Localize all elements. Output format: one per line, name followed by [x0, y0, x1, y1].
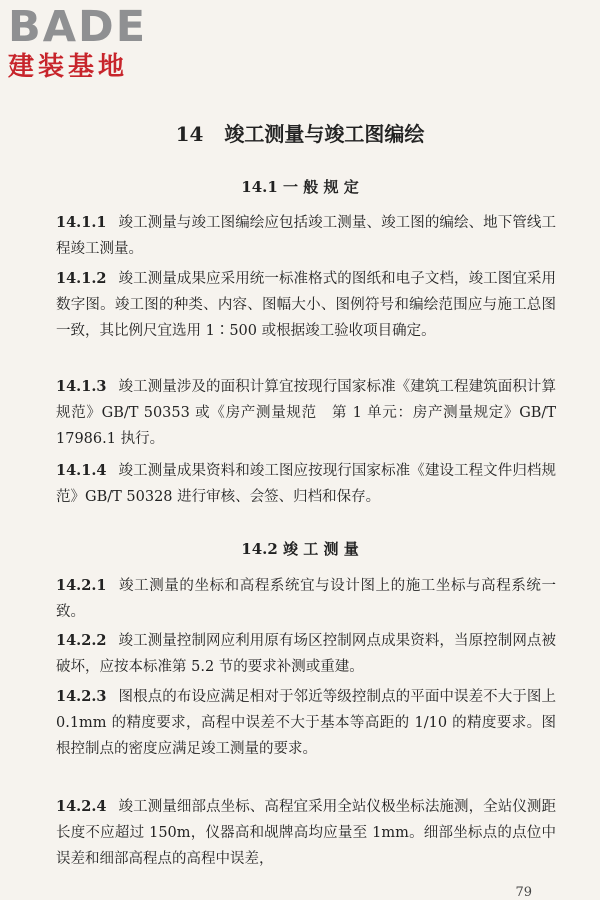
- logo-chinese-text: 建装基地: [8, 52, 129, 82]
- logo-latin-text: BADE: [8, 2, 148, 52]
- clause: [56, 266, 556, 344]
- clause: [56, 628, 556, 680]
- clause-text: 竣工测量与竣工图编绘应包括竣工测量、竣工图的编绘、地下管线工程竣工测量。: [56, 215, 556, 257]
- clause-number: 14.1.2: [56, 270, 107, 287]
- clause: [56, 794, 556, 872]
- section-title: 14.1 一 般 规 定: [241, 178, 359, 196]
- chapter-title-text: 竣工测量与竣工图编绘: [224, 122, 425, 146]
- clause-number: 14.2.4: [56, 798, 107, 815]
- clause-text: 竣工测量的坐标和高程系统宜与设计图上的施工坐标与高程系统一致。: [56, 578, 556, 620]
- publisher-logo: [8, 4, 178, 82]
- clause: [56, 374, 556, 452]
- clause-text: 图根点的布设应满足相对于邻近等级控制点的平面中误差不大于图上 0.1mm 的精度要求，高程中误差不大于基本等高距的 1/10 的精度要求。图根控制点的密度应满足竣工测量的要求。: [56, 689, 556, 757]
- clause-text: 竣工测量成果资料和竣工图应按现行国家标准《建设工程文件归档规范》GB/T 50328 进行审核、会签、归档和保存。: [56, 463, 556, 505]
- clause-text: 竣工测量控制网应利用原有场区控制网点成果资料，当原控制网点被破坏，应按本标准第 5.2 节的要求补测或重建。: [56, 633, 556, 675]
- section-title: 14.2 竣 工 测 量: [241, 540, 359, 558]
- clause-text: 竣工测量涉及的面积计算宜按现行国家标准《建筑工程建筑面积计算规范》GB/T 50353 或《房产测量规范 第 1 单元：房产测量规定》GB/T 17986.1 执行。: [56, 379, 556, 447]
- clause: [56, 684, 556, 762]
- chapter-title: [0, 118, 600, 147]
- clause-text: 竣工测量细部点坐标、高程宜采用全站仪极坐标法施测，全站仪测距长度不应超过 150m，仪器高和觇牌高均应量至 1mm。细部坐标点的点位中误差和细部高程点的高程中误差，: [56, 799, 556, 867]
- clause-number: 14.1.3: [56, 378, 107, 395]
- clause-number: 14.2.2: [56, 632, 107, 649]
- clause: [56, 458, 556, 510]
- chapter-number: 14: [175, 122, 204, 146]
- clause-text: 竣工测量成果应采用统一标准格式的图纸和电子文档，竣工图宜采用数字图。竣工图的种类、内容、图幅大小、图例符号和编绘范围应与施工总图一致，其比例尺宜选用 1∶500 或根据竣工验收项目确定。: [56, 271, 556, 339]
- clause-number: 14.1.1: [56, 214, 107, 231]
- clause: [56, 210, 556, 262]
- clause: [56, 573, 556, 625]
- clause-number: 14.2.1: [56, 577, 107, 594]
- page-number: 79: [515, 885, 532, 900]
- clause-number: 14.1.4: [56, 462, 107, 479]
- clause-number: 14.2.3: [56, 688, 107, 705]
